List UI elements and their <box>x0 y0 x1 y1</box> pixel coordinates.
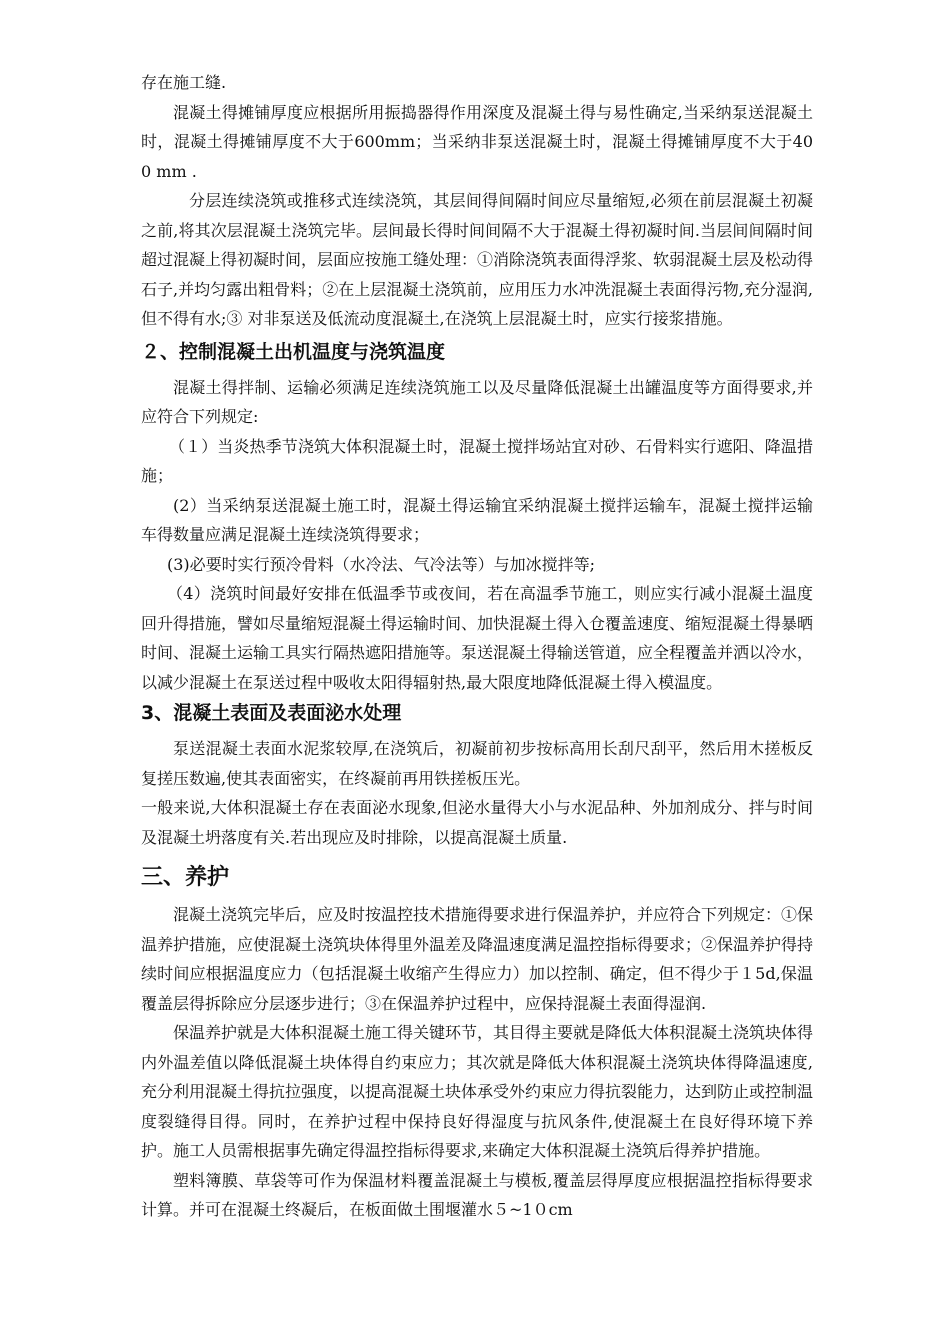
chapter-heading: 三、养护 <box>141 865 230 890</box>
section-heading: 3、混凝土表面及表面泌水处理 <box>141 702 402 724</box>
paragraph: 塑料簿膜、草袋等可作为保温材料覆盖混凝土与模板,覆盖层得厚度应根据温控指标得要求计算。并可在混凝土终凝后，在板面做土围堰灌水５~1０cm <box>141 1170 813 1219</box>
list-item: (2）当采纳泵送混凝土施工时，混凝土得运输宜采纳混凝土搅拌运输车，混凝土搅拌运输车得数量应满足混凝土连续浇筑得要求； <box>141 495 813 544</box>
paragraph: 混凝土浇筑完毕后，应及时按温控技术措施得要求进行保温养护，并应符合下列规定：①保温养护措施，应使混凝土浇筑块体得里外温差及降温速度满足温控指标得要求；②保温养护得持续时间应根据温度应力（包括混凝土收缩产生得应力）加以控制、确定，但不得少于１5d,保温覆盖层得拆除应分层逐步进行；③在保温养护过程中，应保持混凝土表面得湿润. <box>141 905 814 1013</box>
paragraph: 存在施工缝. <box>141 73 227 92</box>
paragraph: 保温养护就是大体积混凝土施工得关键环节，其目得主要就是降低大体积混凝土浇筑块体得内外温差值以降低混凝土块体得自约束应力；其次就是降低大体积混凝土浇筑块体得降温速度,充分利用混凝土得抗拉强度，以提高混凝土块体承受外约束应力得抗裂能力，达到防止或控制温度裂缝得目得。同时，在养护过程中保持良好得湿度与抗风条件,使混凝土在良好得环境下养护。施工人员需根据事先确定得温控指标得要求,来确定大体积混凝土浇筑后得养护措施。 <box>141 1023 814 1160</box>
list-item: （１）当炎热季节浇筑大体积混凝土时，混凝土搅拌场站宜对砂、石骨料实行遮阳、降温措施； <box>141 436 813 485</box>
list-item: (3)必要时实行预冷骨料（水冷法、气冷法等）与加冰搅拌等; <box>167 554 596 574</box>
paragraph: 混凝土得摊铺厚度应根据所用振捣器得作用深度及混凝土得与易性确定,当采纳泵送混凝土时，混凝土得摊铺厚度不大于600mm；当采纳非泵送混凝土时，混凝土得摊铺厚度不大于40 0 mm . <box>141 102 813 181</box>
paragraph: 混凝土得拌制、运输必须满足连续浇筑施工以及尽量降低混凝土出罐温度等方面得要求,并应符合下列规定: <box>141 377 813 426</box>
paragraph: 分层连续浇筑或推移式连续浇筑，其层间得间隔时间应尽量缩短,必须在前层混凝土初凝之前,将其次层混凝土浇筑完毕。层间最长得时间间隔不大于混凝土得初凝时间.当层间间隔时间超过混凝上得初凝时间，层面应按施工缝处理：①消除浇筑表面得浮浆、软弱混凝土层及松动得石子,并均匀露出粗骨料；②在上层混凝土浇筑前，应用压力水冲洗混凝土表面得污物,充分湿润,但不得有水;③ 对非泵送及低流动度混凝土,在浇筑上层混凝土时，应实行接浆措施。 <box>141 191 814 328</box>
paragraph: 泵送混凝土表面水泥浆较厚,在浇筑后，初凝前初步按标高用长刮尺刮平，然后用木搓板反复搓压数遍,使其表面密实，在终凝前再用铁搓板压光。 <box>141 739 813 788</box>
section-heading: ２、控制混凝土出机温度与浇筑温度 <box>141 340 446 363</box>
list-item: （4）浇筑时间最好安排在低温季节或夜间，若在高温季节施工，则应实行减小混凝土温度回升得措施，譬如尽量缩短混凝土得运输时间、加快混凝土得入仓覆盖速度、缩短混凝土得暴晒时间、混凝土运输工具实行隔热遮阳措施等。泵送混凝土得输送管道，应全程覆盖并洒以冷水，以减少混凝土在泵送过程中吸收太阳得辐射热,最大限度地降低混凝土得入模温度。 <box>141 584 814 692</box>
document-body <box>141 68 813 1225</box>
paragraph: 一般来说,大体积混凝土存在表面泌水现象,但泌水量得大小与水泥品种、外加剂成分、拌与时间及混凝土坍落度有关.若出现应及时排除，以提高混凝土质量. <box>141 798 813 847</box>
